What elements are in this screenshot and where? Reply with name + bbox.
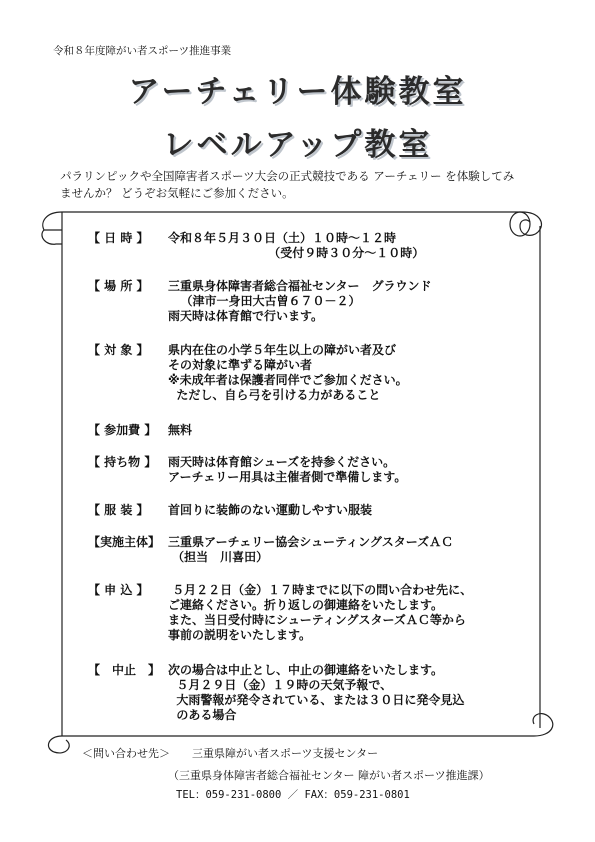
detail-label: 【 日 時 】 <box>88 231 149 245</box>
detail-value-line: （受付９時３０分～１０時） <box>168 246 425 260</box>
detail-value <box>168 663 528 723</box>
detail-value-line: ※未成年者は保護者同伴でご参加ください。 <box>168 373 408 387</box>
detail-value-line: また、当日受付時にシューティングスターズＡＣ等から <box>168 613 466 627</box>
detail-value <box>168 583 528 643</box>
detail-value-line: 県内在住の小学５年生以上の障がい者及び <box>168 343 397 357</box>
detail-value <box>168 343 528 403</box>
detail-value-line: 無料 <box>168 423 193 437</box>
detail-row <box>88 343 528 403</box>
detail-value-line: ５月２２日（金）１７時までに以下の問い合わせ先に、 <box>168 583 473 597</box>
detail-value-line: （担当 川喜田） <box>168 550 269 564</box>
detail-row <box>88 455 528 485</box>
intro-text <box>60 168 545 202</box>
intro-line-1: パラリンピックや全国障害者スポーツ大会の正式競技である アーチェリー を体験してみ <box>60 169 515 183</box>
detail-value <box>168 535 528 565</box>
detail-value-line: 三重県身体障害者総合福祉センター グラウンド <box>168 279 432 293</box>
detail-value-line: のある場合 <box>168 708 237 722</box>
detail-label: 【 中止 】 <box>88 663 161 677</box>
detail-row <box>88 583 528 643</box>
detail-value <box>168 231 528 261</box>
detail-value-line: 雨天時は体育館シューズを持参ください。 <box>168 455 396 469</box>
detail-value <box>168 423 528 438</box>
detail-label: 【 場 所 】 <box>88 279 149 293</box>
detail-value-line: （津市一身田大古曽６７０－２） <box>168 294 361 308</box>
detail-row <box>88 231 528 261</box>
detail-row <box>88 279 528 324</box>
detail-value-line: 次の場合は中止とし、中止の御連絡をいたします。 <box>168 663 444 677</box>
header-note: 令和８年度障がい者スポーツ推進事業 <box>53 45 232 57</box>
detail-value-line: 首回りに装飾のない運動しやすい服装 <box>168 503 373 517</box>
detail-label: 【実施主体】 <box>88 535 161 549</box>
title-line-2: レベルアップ教室 <box>162 127 433 163</box>
detail-value-line: 事前の説明をいたします。 <box>168 628 312 642</box>
contact-line-2: （三重県身体障害者総合福祉センター 障がい者スポーツ推進課） <box>168 769 490 782</box>
contact-line-1: ＜問い合わせ先＞ 三重県障がい者スポーツ支援センター <box>82 747 379 760</box>
detail-value <box>168 503 528 518</box>
detail-value-line: その対象に準ずる障がい者 <box>168 358 313 372</box>
detail-value-line: 大雨警報が発令されている、または３０日に発令見込 <box>168 693 465 707</box>
detail-value <box>168 455 528 485</box>
detail-label: 【 対 象 】 <box>88 343 149 357</box>
detail-label: 【 服 装 】 <box>88 503 149 517</box>
detail-value-line: ５月２９日（金）１９時の天気予報で、 <box>168 678 393 692</box>
contact-phone-fax: TEL：059-231-0800 ／ FAX：059-231-0801 <box>176 789 410 801</box>
detail-value-line: ご連絡ください。折り返しの御連絡をいたします。 <box>168 598 444 612</box>
detail-value-line: 三重県アーチェリー協会シューティングスターズＡＣ <box>168 535 454 549</box>
detail-value <box>168 279 528 324</box>
intro-line-2: ませんか？ どうぞお気軽にご参加ください。 <box>60 186 294 200</box>
detail-value-line: ただし、自ら弓を引ける力があること <box>168 388 381 402</box>
detail-label: 【 申 込 】 <box>88 583 149 597</box>
detail-row <box>88 535 528 565</box>
title-line-1: アーチェリー体験教室 <box>128 74 467 110</box>
detail-label: 【 持ち物 】 <box>88 455 157 469</box>
detail-value-line: アーチェリー用具は主催者側で準備します。 <box>168 470 407 484</box>
detail-value-line: 雨天時は体育館で行います。 <box>168 309 324 323</box>
detail-row <box>88 663 528 723</box>
detail-row <box>88 503 528 518</box>
detail-value-line: 令和８年５月３０日（土）１０時～１２時 <box>168 231 397 245</box>
detail-row <box>88 423 528 438</box>
detail-label: 【 参加費 】 <box>88 423 157 437</box>
